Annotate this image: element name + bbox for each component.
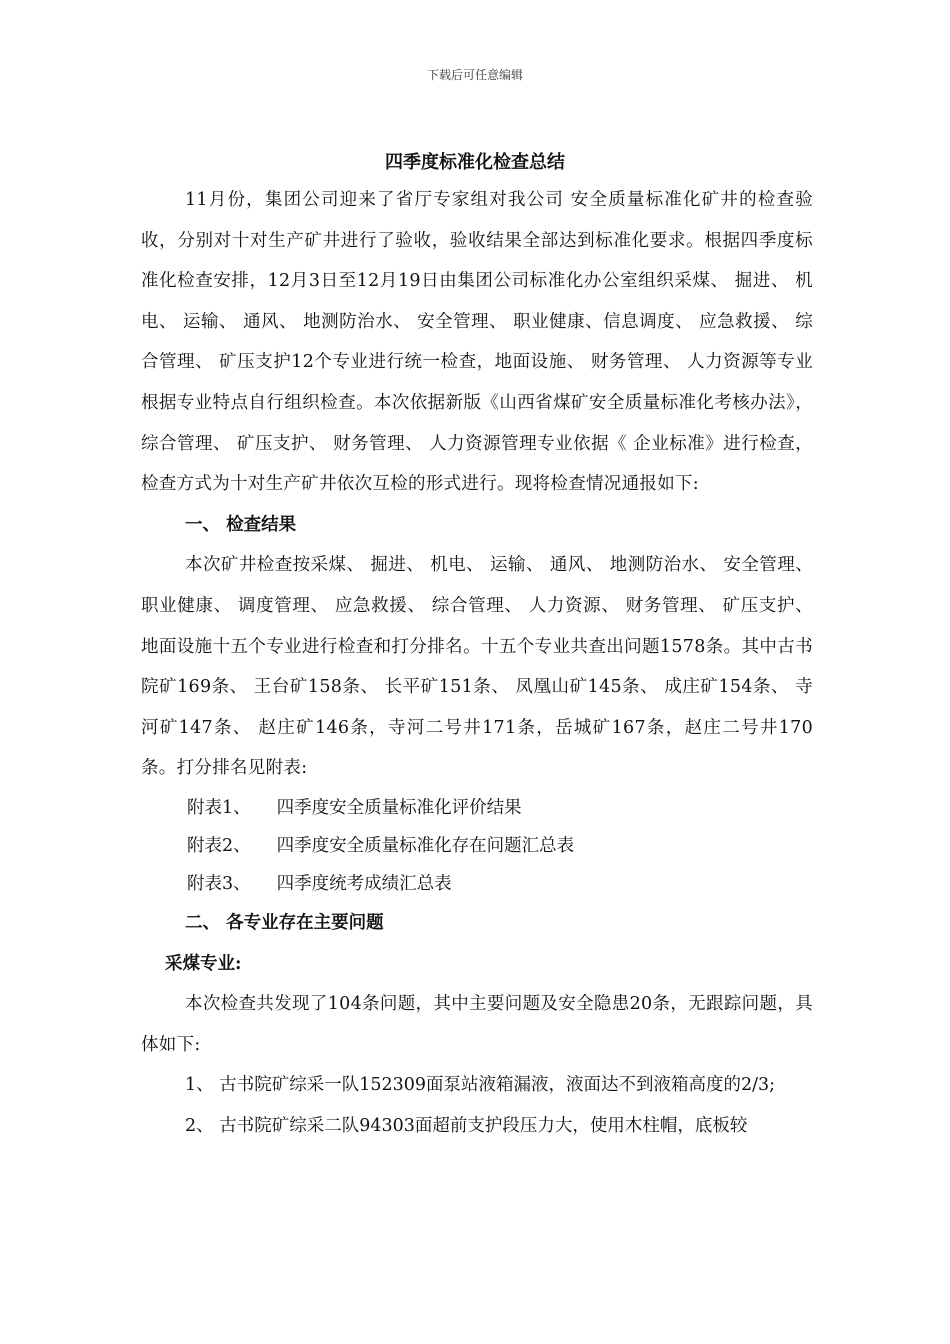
document-body (141, 180, 813, 1146)
coal-mining-summary: 本次检查共发现了104条问题，其中主要问题及安全隐患20条，无跟踪问题，具体如下: (141, 994, 813, 1055)
results-paragraph: 本次矿井检查按采煤、 掘进、 机电、 运输、 通风、 地测防治水、 安全管理、 职业健康、 调度管理、 应急救援、 综合管理、 人力资源、 财务管理、 矿压支护、 地面设施十五个专业进行检查和打分排名。十五个专业共查出问题1578条。其中古书院矿169条、 王台矿158条、 长平矿151条、 凤凰山矿145条、 成庄矿154条、 寺河矿147条、 赵庄矿146条，寺河二号井171条，岳城矿167条，赵庄二号井170条。打分排名见附表: (141, 555, 813, 779)
issue-item: 2、 古书院矿综采二队94303面超前支护段压力大，使用木柱帽，底板较 (185, 1115, 748, 1136)
intro-paragraph: 11月份，集团公司迎来了省厅专家组对我公司 安全质量标准化矿井的检查验收，分别对十对生产矿井进行了验收，验收结果全部达到标准化要求。根据四季度标准化检查安排，12月3日至12月19日由集团公司标准化办公室组织采煤、 掘进、 机电、 运输、 通风、 地测防治水、 安全管理、 职业健康、信息调度、 应急救援、 综合管理、 矿压支护12个专业进行统一检查，地面设施、 财务管理、 人力资源等专业根据专业特点自行组织检查。本次依据新版《山西省煤矿安全质量标准化考核办法》，综合管理、 矿压支护、 财务管理、 人力资源管理专业依据《 企业标准》进行检查，检查方式为十对生产矿井依次互检的形式进行。现将检查情况通报如下: (141, 190, 813, 495)
appendix-text: 四季度安全质量标准化评价结果 (276, 797, 522, 818)
appendix-text: 四季度安全质量标准化存在问题汇总表 (276, 835, 575, 856)
appendix-item (141, 789, 813, 827)
page-title: 四季度标准化检查总结 (385, 152, 565, 173)
appendix-item (141, 865, 813, 903)
appendix-text: 四季度统考成绩汇总表 (276, 873, 452, 894)
appendix-label: 附表2、 (187, 835, 251, 856)
appendix-label: 附表1、 (187, 797, 251, 818)
appendix-item (141, 827, 813, 865)
subsection-heading-coal-mining: 采煤专业: (165, 953, 242, 974)
section-heading-results: 一、 检查结果 (185, 514, 297, 535)
appendix-list (141, 789, 813, 903)
issue-item: 1、 古书院矿综采一队152309面泵站液箱漏液，液面达不到液箱高度的2/3; (185, 1075, 776, 1096)
header-note: 下载后可任意编辑 (426, 68, 523, 82)
section-heading-problems: 二、 各专业存在主要问题 (185, 912, 384, 933)
appendix-label: 附表3、 (187, 873, 251, 894)
